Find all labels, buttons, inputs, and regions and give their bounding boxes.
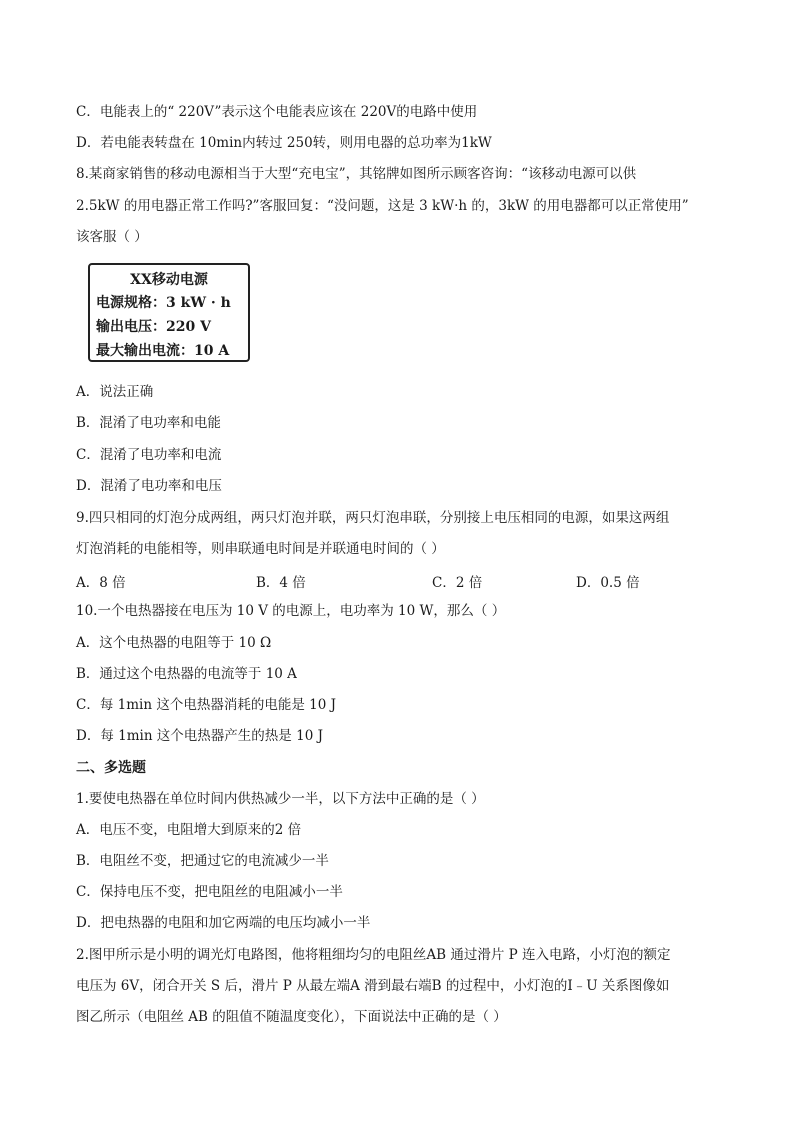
q8-option-b: B．混淆了电功率和电能	[76, 415, 221, 431]
q9-stem-line1: 9.四只相同的灯泡分成两组，两只灯泡并联，两只灯泡串联，分别接上电压相同的电源，如果这两组	[76, 510, 670, 526]
m1-option-d: D．把电热器的电阻和加它两端的电压均减小一半	[76, 915, 371, 931]
q8-option-a: A．说法正确	[76, 384, 154, 400]
q9-option-b: B．4 倍	[256, 575, 306, 591]
m2-stem-line2: 电压为 6V，闭合开关 S 后，滑片 P 从最左端A 滑到最右端B 的过程中，小灯泡的I﹣U 关系图像如	[76, 978, 670, 994]
nameplate-spec: 电源规格：3 kW · h	[96, 295, 231, 311]
section-title-multiple-choice: 二、多选题	[76, 760, 146, 776]
q9-stem-line2: 灯泡消耗的电能相等，则串联通电时间是并联通电时间的（ ）	[76, 541, 445, 557]
q8-option-d: D．混淆了电功率和电压	[76, 478, 222, 494]
m1-stem: 1.要使电热器在单位时间内供热减少一半，以下方法中正确的是（ ）	[76, 791, 485, 807]
q9-option-a: A．8 倍	[76, 575, 126, 591]
q10-option-c: C．每 1min 这个电热器消耗的电能是 10 J	[76, 697, 336, 713]
q8-stem-line1: 8.某商家销售的移动电源相当于大型“充电宝”，其铭牌如图所示顾客咨询：“该移动电源可以供	[76, 166, 637, 182]
q10-option-a: A．这个电热器的电阻等于 10 Ω	[76, 635, 272, 651]
q10-option-d: D．每 1min 这个电热器产生的热是 10 J	[76, 728, 323, 744]
nameplate-voltage: 输出电压：220 V	[96, 319, 211, 335]
m1-option-b: B．电阻丝不变，把通过它的电流减少一半	[76, 853, 329, 869]
q8-stem-line3: 该客服（ ）	[76, 229, 148, 245]
q9-option-d: D．0.5 倍	[576, 575, 640, 591]
m2-stem-line3: 图乙所示（电阻丝 AB 的阻值不随温度变化），下面说法中正确的是（ ）	[76, 1009, 507, 1025]
m1-option-a: A．电压不变，电阻增大到原来的2 倍	[76, 822, 302, 838]
q7-option-d: D．若电能表转盘在 10min内转过 250转，则用电器的总功率为1kW	[76, 135, 492, 151]
q8-option-c: C．混淆了电功率和电流	[76, 447, 222, 463]
nameplate-title: XX移动电源	[130, 272, 208, 288]
m1-option-c: C．保持电压不变，把电阻丝的电阻减小一半	[76, 884, 343, 900]
nameplate-figure	[88, 263, 250, 362]
q9-options-row	[76, 571, 716, 589]
q10-option-b: B．通过这个电热器的电流等于 10 A	[76, 666, 297, 682]
q7-option-c: C．电能表上的“ 220V”表示这个电能表应该在 220V的电路中使用	[76, 104, 478, 120]
q8-stem-line2: 2.5kW 的用电器正常工作吗?”客服回复：“没问题，这是 3 kW·h 的，3kW 的用电器都可以正常使用”	[76, 198, 689, 214]
q9-option-c: C．2 倍	[432, 575, 483, 591]
q10-stem: 10.一个电热器接在电压为 10 V 的电源上，电功率为 10 W，那么（ ）	[76, 603, 506, 619]
m2-stem-line1: 2.图甲所示是小明的调光灯电路图，他将粗细均匀的电阻丝AB 通过滑片 P 连入电路，小灯泡的额定	[76, 947, 671, 963]
nameplate-current: 最大输出电流：10 A	[96, 343, 230, 359]
